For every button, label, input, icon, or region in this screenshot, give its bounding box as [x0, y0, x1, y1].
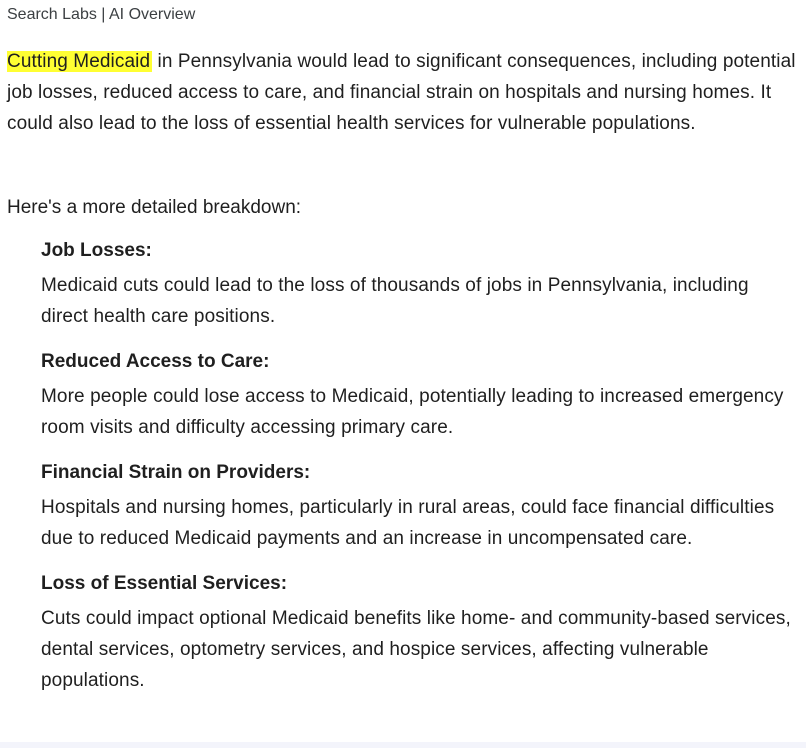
intro-paragraph [7, 46, 797, 139]
item-description: More people could lose access to Medicaid, potentially leading to increased emergency room visits and difficulty accessing primary care. [41, 386, 784, 438]
item-title: Financial Strain on Providers: [41, 462, 311, 483]
item-title: Loss of Essential Services: [41, 573, 288, 594]
panel-header: Search Labs | AI Overview [7, 6, 196, 23]
item-description: Medicaid cuts could lead to the loss of thousands of jobs in Pennsylvania, including direct health care positions. [41, 275, 749, 327]
breakdown-lead: Here's a more detailed breakdown: [7, 197, 302, 218]
list-item [41, 459, 801, 554]
item-description: Hospitals and nursing homes, particularly in rural areas, could face financial difficulties due to reduced Medicaid payments and an increase in uncompensated care. [41, 497, 775, 549]
bottom-divider [0, 742, 806, 748]
list-item [41, 570, 801, 696]
list-item [41, 348, 801, 443]
list-item [41, 237, 801, 332]
breakdown-list [41, 237, 801, 712]
highlighted-phrase: Cutting Medicaid [7, 51, 151, 72]
intro-text: in Pennsylvania would lead to significant consequences, including potential job losses, reduced access to care, and financial strain on hospitals and nursing homes. It could also lead to the loss of essential health services for vulnerable populations. [7, 51, 796, 134]
item-title: Job Losses: [41, 240, 152, 261]
item-description: Cuts could impact optional Medicaid benefits like home- and community-based services, dental services, optometry services, and hospice services, affecting vulnerable populations. [41, 608, 791, 691]
item-title: Reduced Access to Care: [41, 351, 270, 372]
